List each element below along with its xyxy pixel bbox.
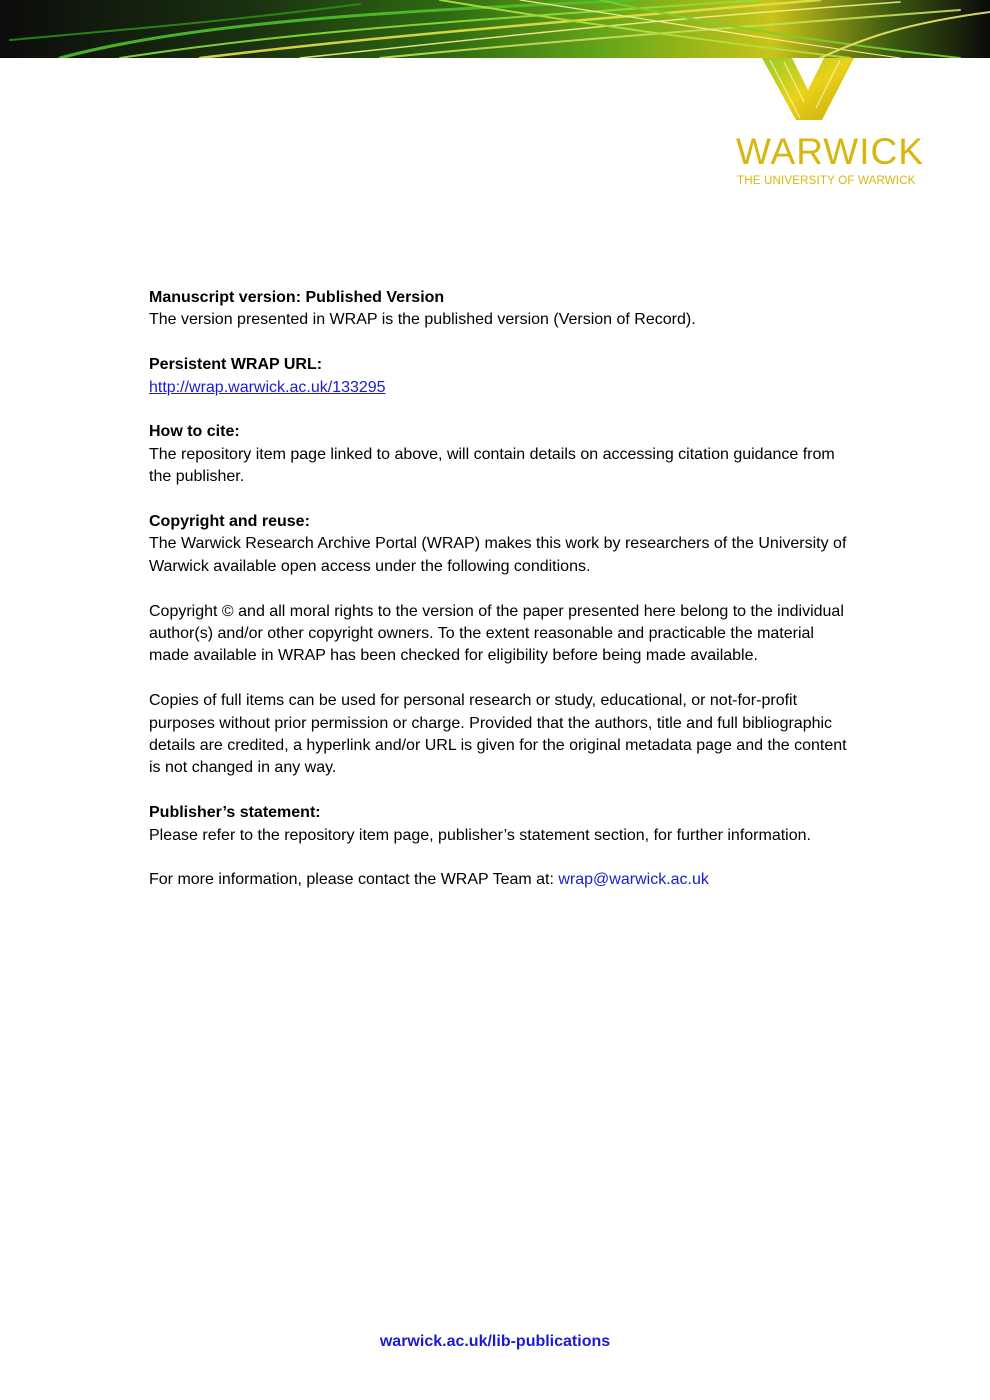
- cover-content: [149, 287, 849, 914]
- copyright-rights-section: [149, 601, 849, 668]
- wrap-url-link[interactable]: http://wrap.warwick.ac.uk/133295: [149, 378, 386, 396]
- copyright-usage-text: Copies of full items can be used for personal research or study, educational, or not-for-profit purposes without prior permission or charge. Provided that the authors, title and full bibliographic details are credited, a hyperlink and/or URL is given for the original metadata page and the content is not changed in any way.: [149, 692, 847, 777]
- contact-text: For more information, please contact the WRAP Team at:: [149, 871, 559, 889]
- publisher-text: Please refer to the repository item page, publisher’s statement section, for further information.: [149, 826, 811, 844]
- contact-section: [149, 869, 849, 891]
- cite-text: The repository item page linked to above, will contain details on accessing citation guidance from the publisher.: [149, 445, 835, 486]
- manuscript-heading: Manuscript version: Published Version: [149, 289, 445, 306]
- warwick-logo: [700, 58, 960, 198]
- copyright-heading: Copyright and reuse:: [149, 513, 310, 531]
- logo-wordmark: WARWICK: [736, 131, 924, 172]
- copyright-intro: The Warwick Research Archive Portal (WRAP) makes this work by researchers of the University of Warwick available open access under the following conditions.: [149, 535, 847, 575]
- publisher-heading: Publisher’s statement:: [149, 804, 321, 822]
- contact-email-link[interactable]: wrap@warwick.ac.uk: [558, 871, 709, 889]
- logo-subtitle: THE UNIVERSITY OF WARWICK: [737, 175, 916, 187]
- logo-chevron-graphic: [700, 58, 960, 128]
- banner-graphic: [0, 0, 990, 58]
- cite-heading: How to cite:: [149, 423, 240, 441]
- copyright-rights-text: Copyright © and all moral rights to the version of the paper presented here belong to the individual author(s) and/or other copyright owners. To the extent reasonable and practicable the material made available in WRAP has been checked for eligibility before being made available.: [149, 602, 844, 665]
- url-heading: Persistent WRAP URL:: [149, 356, 323, 374]
- manuscript-text: The version presented in WRAP is the published version (Version of Record).: [149, 311, 696, 329]
- manuscript-section: [149, 287, 849, 332]
- cite-section: [149, 421, 849, 488]
- url-section: [149, 354, 849, 399]
- footer-publications-link[interactable]: warwick.ac.uk/lib-publications: [379, 1333, 611, 1350]
- header-banner: [0, 0, 990, 58]
- copyright-section: [149, 511, 849, 578]
- copyright-usage-section: [149, 690, 849, 780]
- publisher-section: [149, 802, 849, 847]
